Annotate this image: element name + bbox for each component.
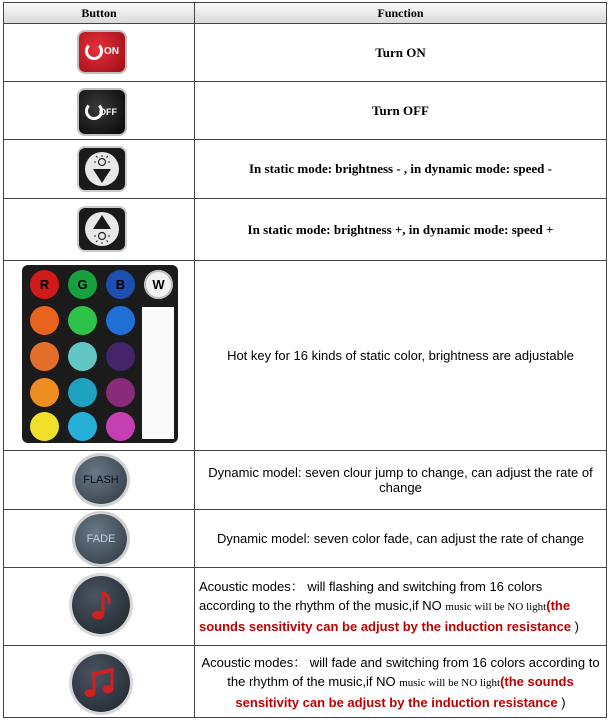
function-text: In static mode: brightness - , in dynamic mode: speed -	[249, 161, 552, 176]
table-header	[4, 3, 606, 24]
color-pad	[68, 412, 97, 441]
button-cell	[4, 24, 195, 81]
button-cell	[4, 82, 195, 139]
color-pad	[30, 342, 59, 371]
color-pad	[106, 342, 135, 371]
table-row	[4, 451, 606, 510]
function-text: Dynamic model: seven color fade, can adjust the rate of change	[216, 531, 585, 546]
music-note-icon	[72, 576, 130, 634]
table-row	[4, 510, 606, 568]
color-pad	[106, 306, 135, 335]
flash-button-icon: FLASH	[75, 456, 127, 504]
table-row	[4, 568, 606, 646]
color-pad-r: R	[30, 270, 59, 299]
color-pad	[68, 306, 97, 335]
function-text: Dynamic model: seven clour jump to change, can adjust the rate of change	[208, 465, 593, 495]
button-cell	[4, 510, 195, 567]
music-notes-icon	[72, 654, 130, 712]
function-text: Acoustic modes： will flashing and switching from 16 colors according to the rhythm of the music,if NO music will be NO light(the sounds sensitivity can be adjust by the induction resistance )	[199, 579, 579, 634]
button-cell	[4, 261, 195, 450]
on-button-icon: ON	[79, 32, 125, 72]
off-button-icon: OFF	[79, 90, 125, 134]
color-pad	[30, 412, 59, 441]
header-button: Button	[4, 3, 195, 23]
table-row	[4, 82, 606, 140]
fade-button-icon: FADE	[75, 514, 127, 564]
color-pad-g: G	[68, 270, 97, 299]
button-cell	[4, 140, 195, 198]
function-text: Turn OFF	[372, 102, 429, 118]
function-text: Acoustic modes： will fade and switching from 16 colors according to the rhythm of the music,if NO music will be NO light(the sounds sensitivity can be adjust by the induction resistance )	[201, 654, 600, 710]
color-pad	[106, 412, 135, 441]
function-text: Hot key for 16 kinds of static color, brightness are adjustable	[227, 348, 574, 363]
color-pad-b: B	[106, 270, 135, 299]
table-row	[4, 199, 606, 261]
function-text: In static mode: brightness +, in dynamic mode: speed +	[247, 221, 554, 237]
table-row	[4, 24, 606, 82]
color-pad	[68, 378, 97, 407]
color-pad	[30, 378, 59, 407]
color-palette-icon	[22, 265, 178, 443]
color-pad-w: W	[144, 270, 173, 299]
table-row	[4, 646, 606, 718]
brightness-up-icon	[79, 208, 125, 250]
function-text: Turn ON	[375, 44, 426, 60]
table-row	[4, 261, 606, 451]
header-function: Function	[377, 6, 424, 20]
button-cell	[4, 451, 195, 509]
button-cell	[4, 646, 195, 718]
color-pad	[30, 306, 59, 335]
function-table	[3, 2, 607, 718]
table-row	[4, 140, 606, 199]
brightness-down-icon	[79, 148, 125, 190]
button-cell	[4, 199, 195, 260]
color-pad	[106, 378, 135, 407]
color-pad	[68, 342, 97, 371]
button-cell	[4, 568, 195, 645]
